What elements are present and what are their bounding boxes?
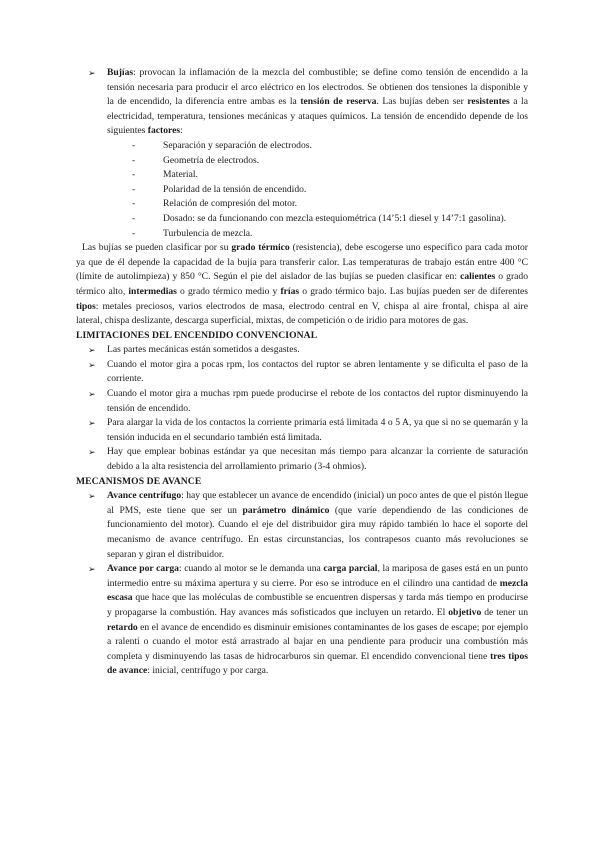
avance-carga-term: Avance por carga bbox=[107, 563, 179, 575]
arrow-bullet-icon: ➢ bbox=[88, 345, 96, 356]
list-item: - Relación de compresión del motor. bbox=[76, 197, 528, 212]
list-item: - Dosado: se da funcionando con mezcla estequiométrica (14’5:1 diesel y 14’7:1 gasolina). bbox=[76, 212, 528, 227]
document-body bbox=[76, 66, 528, 679]
bujias-term: Bujías bbox=[107, 67, 134, 78]
list-item: - Polaridad de la tensión de encendido. bbox=[76, 183, 528, 198]
bujias-paragraph: ➢ Bujías: provocan la inflamación de la mezcla del combustible; se define como tensión de encendido a la tensión necesaria para producir el arco eléctrico en los electrodos. Se obtienen dos tensiones la disponible y la de encendido, la diferencia entre ambas es la tensión de reserva. Las bujías deben ser resistentes a la electricidad, temperatura, tensiones mecánicas y ataques químicos. La tensión de encendido depende de los siguientes factores: bbox=[88, 67, 528, 137]
list-item: ➢ Las partes mecánicas están sometidos a desgastes. bbox=[76, 343, 528, 358]
list-item: - Material. bbox=[76, 168, 528, 183]
arrow-bullet-icon: ➢ bbox=[88, 564, 96, 575]
avance-centrifugo-term: Avance centrífugo bbox=[107, 490, 182, 502]
clasificacion-paragraph: Las bujías se pueden clasificar por su grado térmico (resistencia), debe escogerse uno específico para cada motor ya que de él depende la capacidad de la bujía para transferir calor. Las temperaturas de trabajo están entre 400 °C (límite de autolimpieza) y 850 °C. Según el pie del aislador de las bujías se pueden clasificar en: calientes o grado térmico alto, intermedias o grado térmico medio y frías o grado térmico bajo. Las bujías pueden ser de diferentes tipos: metales preciosos, varios electrodos de masa, electrodo central en V, chispa al aire frontal, chispa al aire lateral, chispa deslizante, descarga superficial, mixtas, de competición o de iridio para motores de gas. bbox=[76, 242, 528, 327]
dash-bullet-icon: - bbox=[132, 212, 136, 224]
arrow-bullet-icon: ➢ bbox=[88, 389, 96, 400]
dash-bullet-icon: - bbox=[132, 227, 136, 239]
avance-centrifugo-paragraph: ➢ Avance centrífugo: hay que establecer un avance de encendido (inicial) un poco antes de que el pistón llegue al PMS, este tiene que ser un parámetro dinámico (que varíe dependiendo de las condiciones de funcionamiento del motor). Cuando el eje del distribuidor gira muy rápido también lo hace el soporte del mecanismo de avance centrífugo. En estas circunstancias, los contrapesos cuanto más revoluciones se separan y giran el distribuidor. bbox=[88, 490, 528, 560]
list-item: ➢ Cuando el motor gira a pocas rpm, los contactos del ruptor se abren lentamente y se dificulta el paso de la corriente. bbox=[88, 358, 528, 385]
arrow-bullet-icon: ➢ bbox=[88, 68, 96, 78]
list-item: - Turbulencia de mezcla. bbox=[76, 227, 528, 242]
list-item: - Geometría de electrodos. bbox=[76, 154, 528, 169]
list-item: ➢ Cuando el motor gira a muchas rpm puede producirse el rebote de los contactos del ruptor disminuyendo la tensión de encendido. bbox=[88, 388, 528, 414]
list-item: ➢ Hay que emplear bobinas estándar ya que necesitan más tiempo para alcanzar la corriente de saturación debido a la alta resistencia del arrollamiento primario (3-4 ohmios). bbox=[88, 446, 528, 473]
arrow-bullet-icon: ➢ bbox=[88, 447, 96, 458]
dash-bullet-icon: - bbox=[132, 198, 136, 210]
dash-bullet-icon: - bbox=[132, 183, 136, 195]
mecanismos-heading: MECANISMOS DE AVANCE bbox=[76, 475, 202, 487]
avance-carga-paragraph: ➢ Avance por carga: cuando al motor se le demanda una carga parcial, la mariposa de gases está en un punto intermedio entre su máxima apertura y su cierre. Por eso se introduce en el cilindro una cantidad de mezcla escasa que hace que las moléculas de combustible se encuentren dispersas y tarda más tiempo en producirse y propagarse la combustión. Hay avances más sofisticados que incluyen un retardo. El objetivo de tener un retardo en el avance de encendido es disminuir emisiones contaminantes de los gases de escape; por ejemplo a ralentí o cuando el motor está arrastrado al bajar en una pendiente para producir una combustión más completa y disminuyendo las tasas de hidrocarburos sin quemar. El encendido convencional tiene tres tipos de avance: inicial, centrífugo y por carga. bbox=[88, 563, 528, 677]
dash-bullet-icon: - bbox=[132, 139, 136, 151]
arrow-bullet-icon: ➢ bbox=[88, 418, 96, 429]
list-item: ➢ Para alargar la vida de los contactos la corriente primaria está limitada 4 o 5 A, ya que si no se quemarán y la tensión inducida en el secundario también está limitada. bbox=[88, 417, 528, 443]
list-item: - Separación y separación de electrodos. bbox=[76, 139, 528, 154]
arrow-bullet-icon: ➢ bbox=[88, 491, 96, 502]
limitaciones-heading: LIMITACIONES DEL ENCENDIDO CONVENCIONAL bbox=[76, 329, 318, 341]
arrow-bullet-icon: ➢ bbox=[88, 359, 96, 370]
factores-list bbox=[76, 139, 528, 241]
dash-bullet-icon: - bbox=[132, 169, 136, 181]
dash-bullet-icon: - bbox=[132, 154, 136, 166]
